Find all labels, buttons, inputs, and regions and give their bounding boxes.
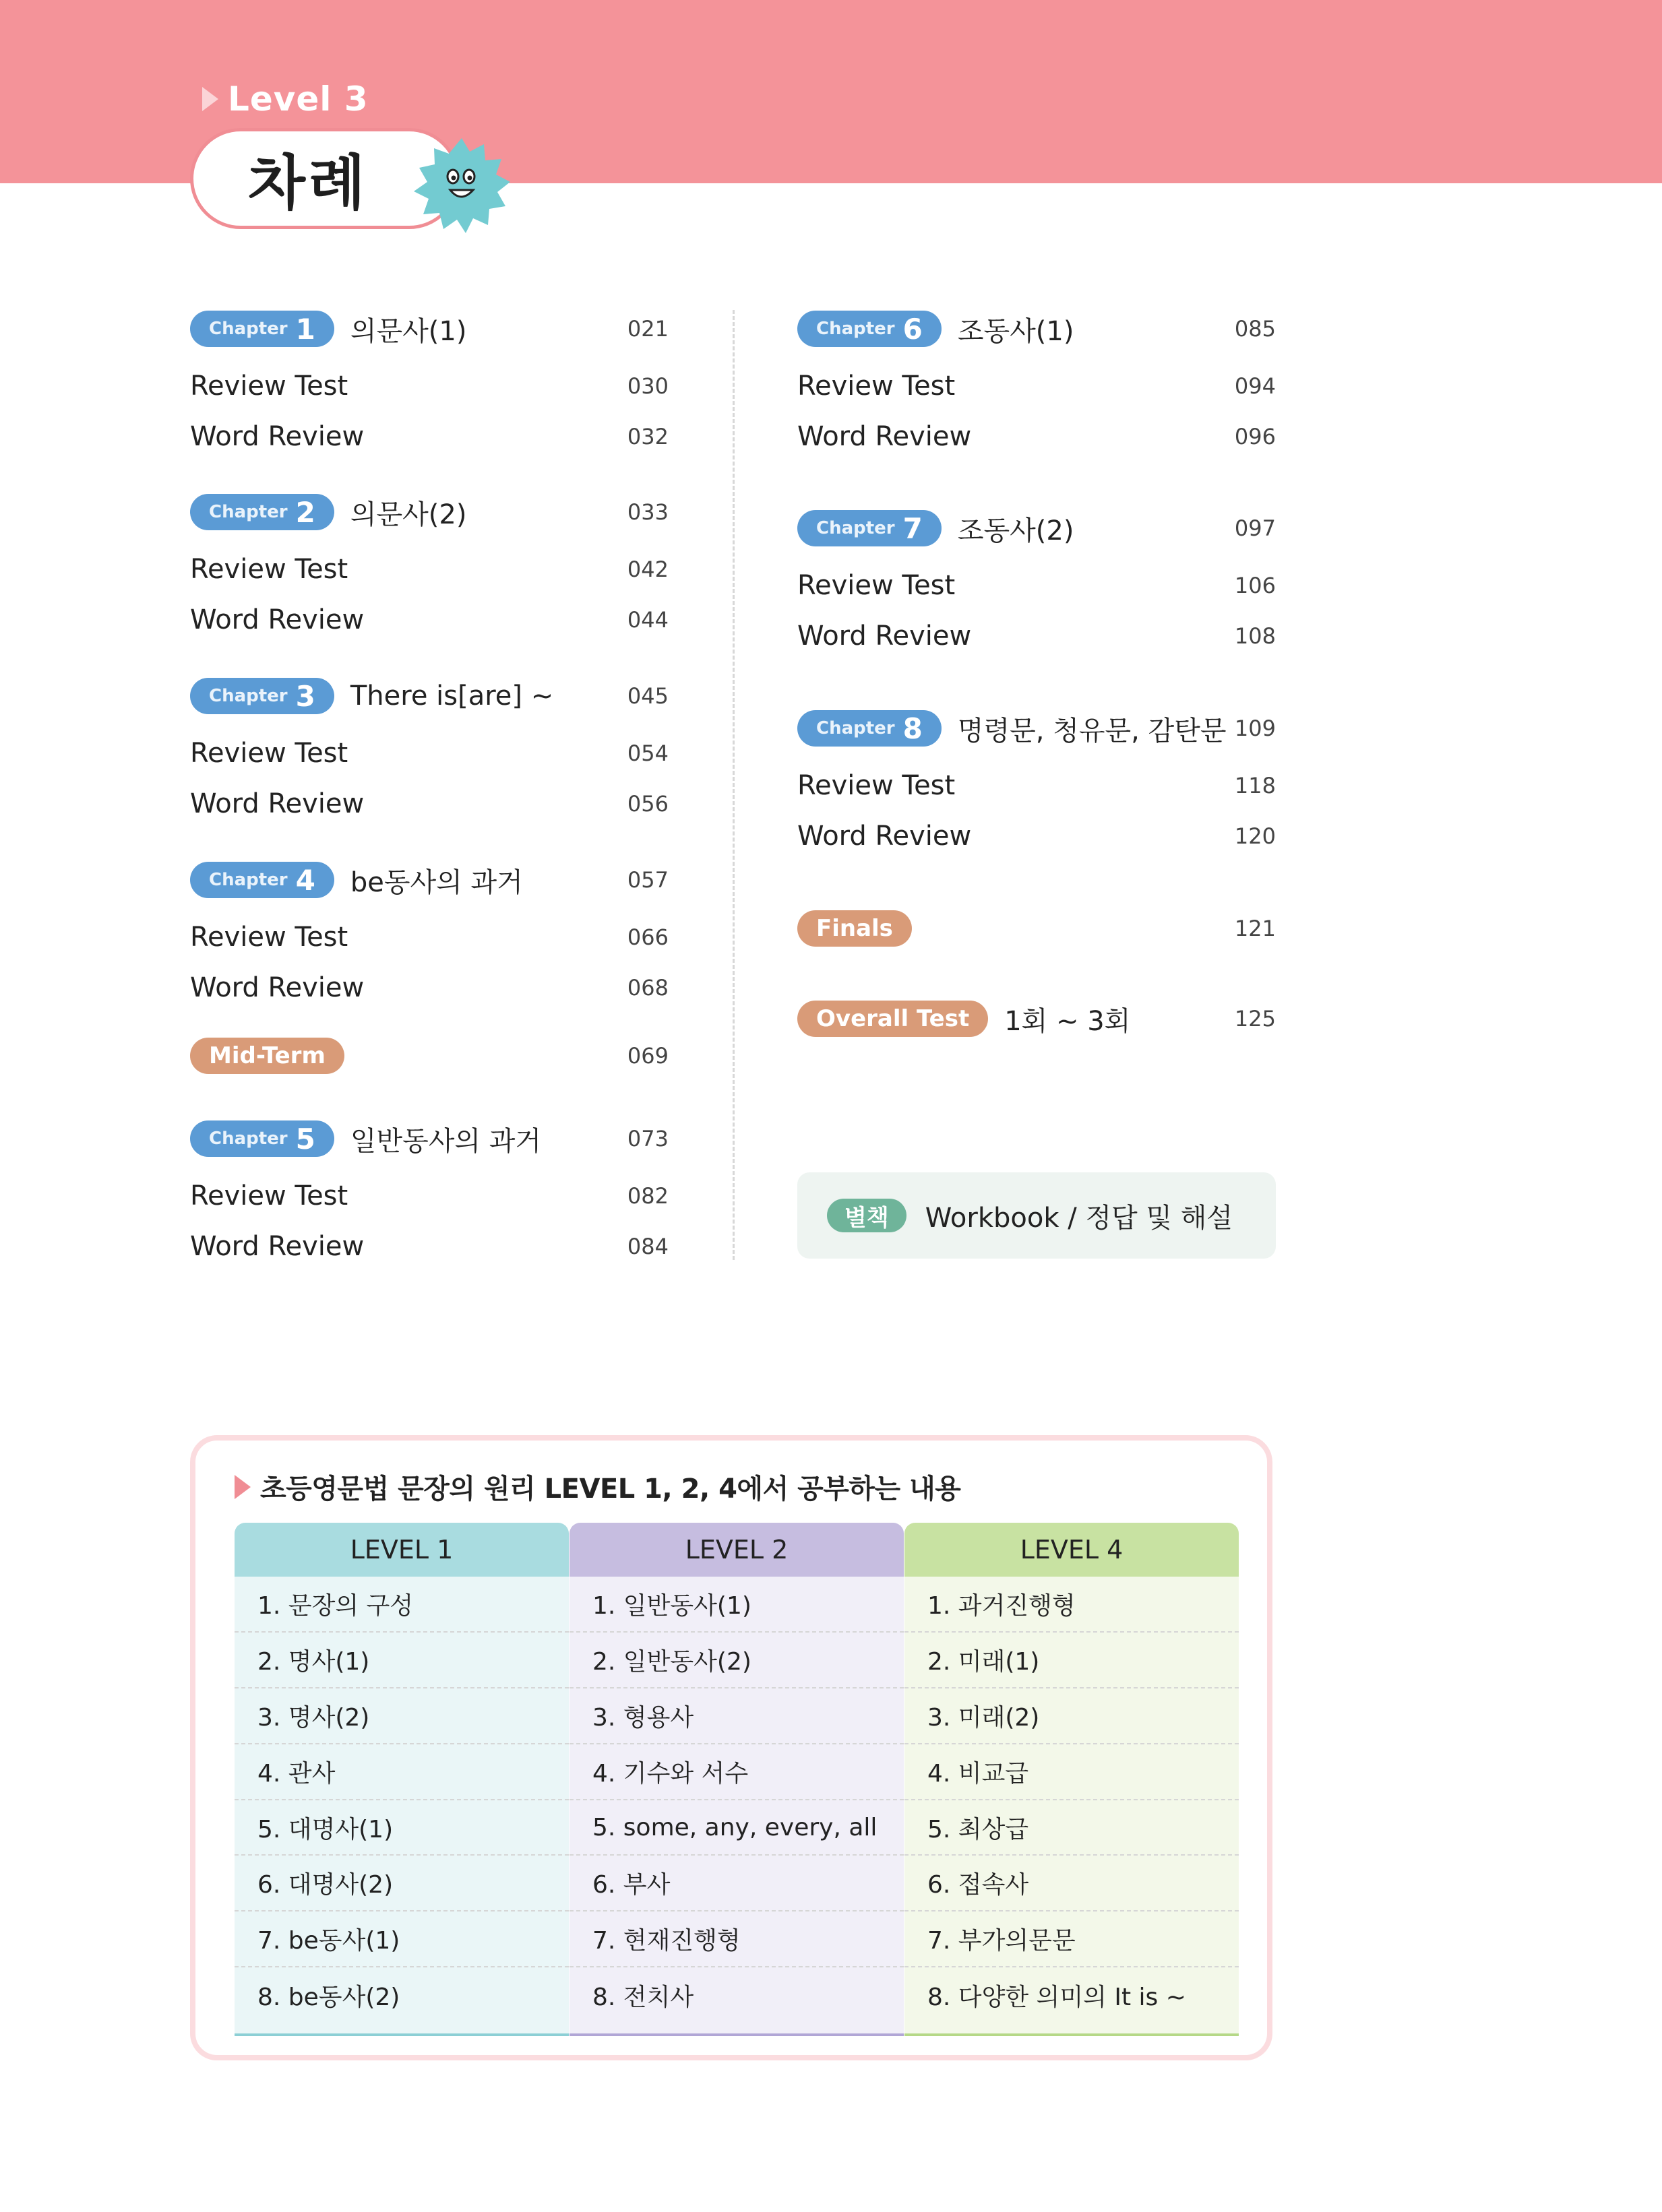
toc-row-word-review[interactable] [797, 816, 1276, 856]
separate-volume-badge: 별책 [827, 1199, 906, 1232]
workbook-text: Workbook / 정답 및 해설 [925, 1202, 1233, 1234]
list-item: 6. 대명사(2) [235, 1856, 569, 1911]
page-number: 042 [627, 557, 669, 582]
row-label: Review Test [190, 371, 348, 402]
list-item: 4. 비교급 [904, 1744, 1239, 1800]
page-number: 121 [1234, 916, 1276, 941]
list-item: 8. be동사(2) [257, 1984, 400, 2012]
list-item: 1. 과거진행형 [904, 1577, 1239, 1633]
chapter-badge: Chapter 6 [797, 311, 942, 347]
toc-row-word-review[interactable] [797, 616, 1276, 656]
page-number: 044 [627, 607, 669, 633]
toc-row-review-test[interactable] [190, 366, 669, 406]
list-item: 2. 일반동사(2) [570, 1633, 904, 1688]
list-item: 3. 형용사 [570, 1688, 904, 1744]
toc-row-review-test[interactable] [190, 549, 669, 590]
toc-row-chapter-8[interactable] [797, 708, 1276, 749]
toc-row-chapter-3[interactable] [190, 676, 669, 716]
page-number: 033 [627, 499, 669, 525]
page-number: 032 [627, 424, 669, 449]
toc-row-review-test[interactable] [797, 765, 1276, 806]
toc-row-mid-term[interactable] [190, 1036, 669, 1076]
toc-row-word-review[interactable] [190, 416, 669, 457]
row-label: Word Review [190, 421, 365, 452]
page-number: 097 [1234, 515, 1276, 541]
page-number: 082 [627, 1183, 669, 1209]
mid-term-badge: Mid-Term [190, 1038, 344, 1074]
row-label: Review Test [190, 554, 348, 585]
chapter-title: 일반동사의 과거 [350, 1125, 542, 1157]
page-number: 096 [1234, 424, 1276, 449]
page-number: 109 [1234, 716, 1276, 741]
row-label: Word Review [797, 421, 972, 452]
other-levels-heading [235, 1467, 960, 1506]
toc-row-review-test[interactable] [190, 1176, 669, 1216]
list-item: 5. some, any, every, all [570, 1800, 904, 1856]
chapter-title: 의문사(2) [350, 499, 467, 530]
chapter-badge: Chapter 8 [797, 710, 942, 747]
row-label: Word Review [190, 972, 365, 1003]
toc-row-review-test[interactable] [797, 565, 1276, 606]
toc-row-chapter-4[interactable] [190, 860, 669, 900]
row-label: Review Test [190, 1180, 348, 1211]
list-item: 1. 문장의 구성 [235, 1577, 569, 1633]
row-label: Word Review [797, 821, 972, 852]
chapter-badge: Chapter 1 [190, 311, 334, 347]
chapter-title: 조동사(1) [957, 315, 1074, 347]
chapter-badge: Chapter 2 [190, 494, 334, 530]
toc-row-review-test[interactable] [190, 917, 669, 957]
page-number: 125 [1234, 1006, 1276, 1032]
level-label [202, 80, 369, 119]
toc-row-finals[interactable] [797, 908, 1276, 949]
list-item: 3. 미래(2) [904, 1688, 1239, 1744]
page-number: 021 [627, 316, 669, 342]
row-label: Review Test [797, 770, 956, 801]
page-number: 085 [1234, 316, 1276, 342]
row-label: Word Review [797, 621, 972, 652]
workbook-box[interactable] [797, 1172, 1276, 1259]
chapter-title: There is[are] ~ [350, 681, 554, 712]
page-number: 045 [627, 683, 669, 709]
row-label: Word Review [190, 1231, 365, 1262]
list-item: 8. 다양한 의미의 It is ~ [927, 1984, 1186, 2012]
level-2-column [570, 1523, 904, 2033]
list-item: 5. 대명사(1) [235, 1800, 569, 1856]
page-number: 108 [1234, 623, 1276, 649]
chapter-badge: Chapter 3 [190, 678, 334, 714]
toc-row-review-test[interactable] [190, 733, 669, 773]
triangle-arrow-icon [202, 87, 218, 111]
toc-row-word-review[interactable] [797, 416, 1276, 457]
other-levels-title: 초등영문법 문장의 원리 LEVEL 1, 2, 4에서 공부하는 내용 [260, 1474, 961, 1505]
level-text: Level 3 [228, 80, 369, 119]
toc-row-chapter-2[interactable] [190, 492, 669, 532]
row-label: Review Test [190, 922, 348, 953]
page-number: 030 [627, 373, 669, 399]
toc-row-word-review[interactable] [190, 1226, 669, 1267]
page-number: 056 [627, 791, 669, 817]
toc-row-overall-test[interactable] [797, 999, 1276, 1039]
finals-badge: Finals [797, 910, 912, 947]
chapter-badge: Chapter 5 [190, 1120, 334, 1157]
overall-test-badge: Overall Test [797, 1001, 988, 1037]
toc-row-word-review[interactable] [190, 968, 669, 1008]
toc-row-chapter-7[interactable] [797, 508, 1276, 548]
page-number: 106 [1234, 573, 1276, 598]
chapter-badge: Chapter 4 [190, 862, 334, 898]
chapter-badge: Chapter 7 [797, 510, 942, 546]
list-item: 4. 기수와 서수 [570, 1744, 904, 1800]
column-divider [733, 310, 735, 1260]
toc-row-review-test[interactable] [797, 366, 1276, 406]
row-label: Review Test [797, 570, 956, 601]
page-number: 066 [627, 924, 669, 950]
list-item: 2. 미래(1) [904, 1633, 1239, 1688]
row-label: Review Test [190, 738, 348, 769]
toc-row-chapter-5[interactable] [190, 1118, 669, 1159]
page-number: 069 [627, 1043, 669, 1069]
toc-row-chapter-6[interactable] [797, 309, 1276, 349]
level-4-column [904, 1523, 1239, 2033]
triangle-arrow-icon [235, 1475, 251, 1499]
column-header: LEVEL 2 [570, 1523, 904, 1577]
list-item: 1. 일반동사(1) [570, 1577, 904, 1633]
column-header: LEVEL 4 [904, 1523, 1239, 1577]
page-title: 차례 [247, 148, 369, 218]
page-number: 094 [1234, 373, 1276, 399]
chapter-title: be동사의 과거 [350, 866, 523, 898]
page-number: 084 [627, 1234, 669, 1259]
list-item: 7. be동사(1) [235, 1911, 569, 1967]
page-number: 073 [627, 1126, 669, 1151]
chapter-title: 명령문, 청유문, 감탄문 [957, 715, 1227, 747]
list-item: 4. 관사 [235, 1744, 569, 1800]
row-label: Word Review [190, 788, 365, 819]
list-item: 7. 현재진행형 [570, 1911, 904, 1967]
list-item: 6. 접속사 [904, 1856, 1239, 1911]
row-label: Review Test [797, 371, 956, 402]
toc-row-word-review[interactable] [190, 784, 669, 824]
page-number: 118 [1234, 773, 1276, 798]
chapter-title: 조동사(2) [957, 515, 1074, 546]
page-number: 068 [627, 975, 669, 1001]
toc-row-chapter-1[interactable] [190, 309, 669, 349]
levels-table [235, 1523, 1239, 2033]
list-item: 7. 부가의문문 [904, 1911, 1239, 1967]
overall-test-title: 1회 ~ 3회 [1004, 1005, 1131, 1037]
chapter-title: 의문사(1) [350, 315, 467, 347]
toc-row-word-review[interactable] [190, 600, 669, 640]
column-header: LEVEL 1 [235, 1523, 569, 1577]
page-number: 120 [1234, 823, 1276, 849]
smiling-gear-mascot-icon [411, 135, 512, 236]
page-number: 054 [627, 740, 669, 766]
list-item: 3. 명사(2) [235, 1688, 569, 1744]
list-item: 2. 명사(1) [235, 1633, 569, 1688]
list-item: 6. 부사 [570, 1856, 904, 1911]
row-label: Word Review [190, 604, 365, 635]
other-levels-box [190, 1435, 1272, 2060]
list-item: 5. 최상급 [904, 1800, 1239, 1856]
page-number: 057 [627, 867, 669, 893]
level-1-column [235, 1523, 569, 2033]
list-item: 8. 전치사 [592, 1984, 694, 2012]
